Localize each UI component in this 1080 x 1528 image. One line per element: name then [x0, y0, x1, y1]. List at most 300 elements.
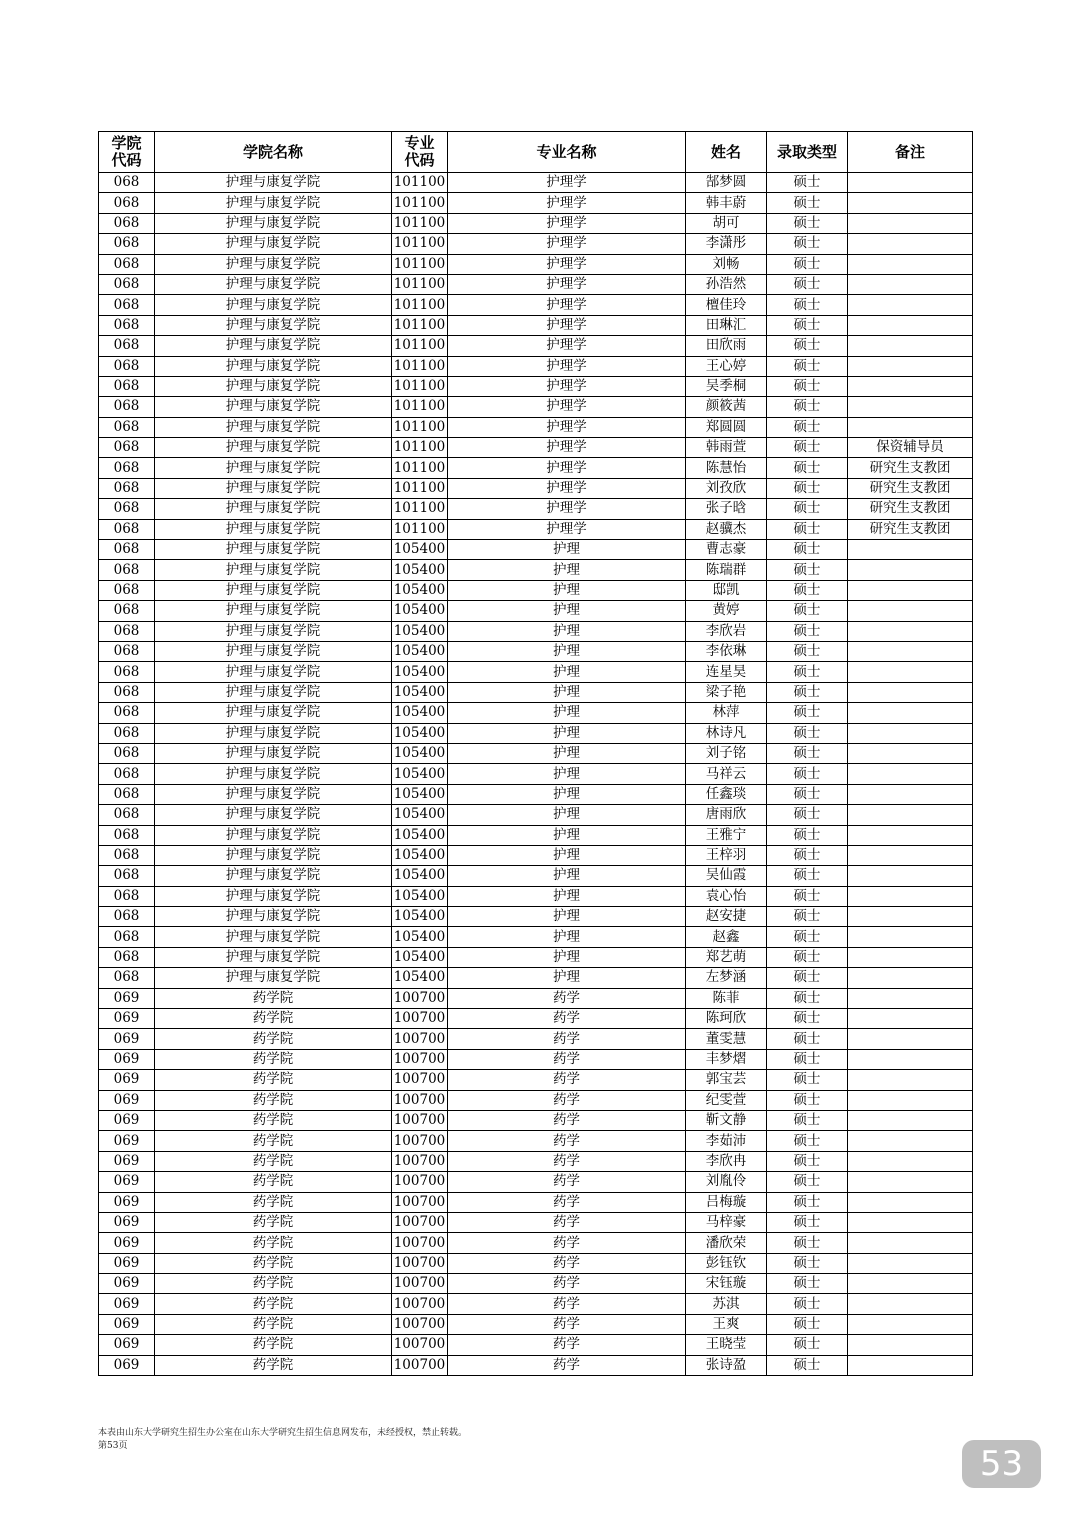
cell-major-name: 护理 — [448, 703, 686, 723]
cell-major-name: 护理学 — [448, 397, 686, 417]
cell-remark — [848, 1151, 973, 1171]
cell-major-code: 100700 — [392, 1151, 448, 1171]
cell-college-code: 068 — [99, 641, 155, 661]
cell-remark — [848, 1253, 973, 1273]
cell-admit-type: 硕士 — [767, 356, 848, 376]
cell-admit-type: 硕士 — [767, 458, 848, 478]
cell-admit-type: 硕士 — [767, 499, 848, 519]
cell-student-name: 梁子艳 — [686, 682, 767, 702]
cell-major-code: 105400 — [392, 968, 448, 988]
table-row — [99, 438, 973, 458]
cell-remark — [848, 621, 973, 641]
cell-admit-type: 硕士 — [767, 907, 848, 927]
cell-admit-type: 硕士 — [767, 1192, 848, 1212]
cell-major-name: 护理学 — [448, 499, 686, 519]
cell-student-name: 邸凯 — [686, 580, 767, 600]
cell-admit-type: 硕士 — [767, 560, 848, 580]
cell-major-name: 护理学 — [448, 254, 686, 274]
cell-major-name: 护理 — [448, 621, 686, 641]
cell-major-code: 101100 — [392, 254, 448, 274]
table-row — [99, 927, 973, 947]
cell-college-name: 护理与康复学院 — [155, 274, 392, 294]
table-row — [99, 1172, 973, 1192]
cell-student-name: 吕梅璇 — [686, 1192, 767, 1212]
cell-remark — [848, 1029, 973, 1049]
cell-college-name: 护理与康复学院 — [155, 540, 392, 560]
cell-remark — [848, 1335, 973, 1355]
cell-student-name: 丰梦熠 — [686, 1049, 767, 1069]
cell-admit-type: 硕士 — [767, 1253, 848, 1273]
cell-major-name: 护理学 — [448, 295, 686, 315]
cell-college-name: 护理与康复学院 — [155, 417, 392, 437]
cell-college-name: 护理与康复学院 — [155, 825, 392, 845]
cell-major-code: 100700 — [392, 1274, 448, 1294]
cell-admit-type: 硕士 — [767, 397, 848, 417]
table-row — [99, 682, 973, 702]
cell-college-code: 068 — [99, 764, 155, 784]
cell-major-name: 护理 — [448, 947, 686, 967]
cell-college-code: 068 — [99, 743, 155, 763]
cell-college-name: 护理与康复学院 — [155, 723, 392, 743]
cell-college-code: 068 — [99, 254, 155, 274]
cell-major-code: 100700 — [392, 1009, 448, 1029]
cell-admit-type: 硕士 — [767, 805, 848, 825]
cell-admit-type: 硕士 — [767, 662, 848, 682]
cell-admit-type: 硕士 — [767, 438, 848, 458]
cell-major-code: 101100 — [392, 173, 448, 193]
cell-major-name: 护理 — [448, 866, 686, 886]
cell-college-code: 068 — [99, 519, 155, 539]
cell-major-code: 105400 — [392, 825, 448, 845]
cell-student-name: 苏淇 — [686, 1294, 767, 1314]
table-row — [99, 723, 973, 743]
cell-major-code: 105400 — [392, 682, 448, 702]
cell-major-code: 100700 — [392, 1192, 448, 1212]
table-row — [99, 1090, 973, 1110]
cell-remark — [848, 560, 973, 580]
cell-student-name: 任鑫琰 — [686, 784, 767, 804]
cell-college-name: 护理与康复学院 — [155, 601, 392, 621]
cell-college-name: 护理与康复学院 — [155, 968, 392, 988]
cell-admit-type: 硕士 — [767, 968, 848, 988]
cell-college-code: 068 — [99, 580, 155, 600]
table-row — [99, 254, 973, 274]
cell-remark — [848, 641, 973, 661]
cell-college-name: 药学院 — [155, 1335, 392, 1355]
cell-admit-type: 硕士 — [767, 1294, 848, 1314]
cell-college-code: 068 — [99, 193, 155, 213]
cell-major-name: 药学 — [448, 1212, 686, 1232]
cell-major-code: 100700 — [392, 1233, 448, 1253]
table-row — [99, 845, 973, 865]
cell-college-code: 068 — [99, 682, 155, 702]
cell-major-code: 105400 — [392, 886, 448, 906]
cell-admit-type: 硕士 — [767, 1131, 848, 1151]
cell-college-name: 护理与康复学院 — [155, 764, 392, 784]
cell-student-name: 马祥云 — [686, 764, 767, 784]
cell-admit-type: 硕士 — [767, 1314, 848, 1334]
cell-student-name: 韩雨萱 — [686, 438, 767, 458]
cell-admit-type: 硕士 — [767, 274, 848, 294]
cell-remark — [848, 173, 973, 193]
cell-admit-type: 硕士 — [767, 845, 848, 865]
cell-college-name: 护理与康复学院 — [155, 254, 392, 274]
cell-remark — [848, 723, 973, 743]
cell-student-name: 吴仙霞 — [686, 866, 767, 886]
cell-major-code: 100700 — [392, 1090, 448, 1110]
table-row — [99, 193, 973, 213]
table-row — [99, 1274, 973, 1294]
cell-major-name: 护理 — [448, 886, 686, 906]
cell-remark — [848, 1131, 973, 1151]
cell-major-name: 护理 — [448, 682, 686, 702]
cell-major-code: 105400 — [392, 540, 448, 560]
cell-remark — [848, 1274, 973, 1294]
cell-major-code: 101100 — [392, 356, 448, 376]
cell-major-name: 护理学 — [448, 438, 686, 458]
cell-major-code: 100700 — [392, 1110, 448, 1130]
cell-major-code: 100700 — [392, 1070, 448, 1090]
cell-major-code: 100700 — [392, 1212, 448, 1232]
cell-major-code: 100700 — [392, 1172, 448, 1192]
cell-remark — [848, 805, 973, 825]
cell-remark — [848, 662, 973, 682]
cell-student-name: 李欣岩 — [686, 621, 767, 641]
cell-remark — [848, 907, 973, 927]
cell-admit-type: 硕士 — [767, 621, 848, 641]
cell-major-code: 105400 — [392, 743, 448, 763]
cell-college-name: 药学院 — [155, 988, 392, 1008]
cell-college-code: 068 — [99, 784, 155, 804]
cell-college-name: 药学院 — [155, 1029, 392, 1049]
header-name: 姓名 — [686, 132, 767, 173]
cell-admit-type: 硕士 — [767, 723, 848, 743]
cell-student-name: 郑艺萌 — [686, 947, 767, 967]
cell-remark — [848, 234, 973, 254]
cell-student-name: 刘畅 — [686, 254, 767, 274]
table-row — [99, 764, 973, 784]
cell-student-name: 潘欣荣 — [686, 1233, 767, 1253]
cell-student-name: 李欣冉 — [686, 1151, 767, 1171]
cell-college-code: 069 — [99, 1314, 155, 1334]
header-admit-type: 录取类型 — [767, 132, 848, 173]
cell-college-code: 069 — [99, 1233, 155, 1253]
cell-student-name: 董雯慧 — [686, 1029, 767, 1049]
cell-major-name: 护理 — [448, 805, 686, 825]
cell-remark — [848, 376, 973, 396]
cell-major-code: 100700 — [392, 1029, 448, 1049]
cell-college-name: 护理与康复学院 — [155, 234, 392, 254]
table-row — [99, 580, 973, 600]
table-body — [99, 173, 973, 1376]
footer-page-label: 第53页 — [98, 1441, 128, 1451]
cell-major-name: 护理 — [448, 540, 686, 560]
cell-college-name: 护理与康复学院 — [155, 336, 392, 356]
cell-college-name: 护理与康复学院 — [155, 927, 392, 947]
cell-major-name: 护理学 — [448, 519, 686, 539]
cell-college-name: 护理与康复学院 — [155, 397, 392, 417]
cell-student-name: 吴季桐 — [686, 376, 767, 396]
table-row — [99, 356, 973, 376]
cell-college-code: 069 — [99, 1029, 155, 1049]
cell-college-code: 068 — [99, 173, 155, 193]
cell-admit-type: 硕士 — [767, 703, 848, 723]
table-row — [99, 641, 973, 661]
cell-college-code: 068 — [99, 968, 155, 988]
cell-remark — [848, 968, 973, 988]
cell-college-name: 护理与康复学院 — [155, 315, 392, 335]
cell-major-code: 100700 — [392, 1049, 448, 1069]
cell-major-code: 101100 — [392, 519, 448, 539]
cell-admit-type: 硕士 — [767, 234, 848, 254]
cell-remark — [848, 1049, 973, 1069]
cell-major-name: 药学 — [448, 1355, 686, 1375]
cell-major-code: 100700 — [392, 1253, 448, 1273]
cell-major-name: 护理 — [448, 927, 686, 947]
table-row — [99, 295, 973, 315]
header-college-name: 学院名称 — [155, 132, 392, 173]
table-row — [99, 1029, 973, 1049]
cell-admit-type: 硕士 — [767, 988, 848, 1008]
cell-student-name: 刘孜欣 — [686, 478, 767, 498]
cell-major-code: 105400 — [392, 580, 448, 600]
table-row — [99, 397, 973, 417]
cell-major-code: 101100 — [392, 397, 448, 417]
cell-student-name: 王晓莹 — [686, 1335, 767, 1355]
cell-college-code: 068 — [99, 805, 155, 825]
table-row — [99, 1151, 973, 1171]
cell-admit-type: 硕士 — [767, 315, 848, 335]
cell-major-code: 105400 — [392, 641, 448, 661]
table-header-row — [99, 132, 973, 173]
cell-college-name: 药学院 — [155, 1151, 392, 1171]
table-row — [99, 1212, 973, 1232]
cell-college-name: 药学院 — [155, 1253, 392, 1273]
cell-remark — [848, 417, 973, 437]
cell-college-code: 069 — [99, 1049, 155, 1069]
cell-remark — [848, 336, 973, 356]
cell-major-code: 101100 — [392, 438, 448, 458]
cell-college-code: 069 — [99, 1192, 155, 1212]
cell-remark — [848, 295, 973, 315]
cell-remark — [848, 947, 973, 967]
cell-student-name: 赵鑫 — [686, 927, 767, 947]
cell-remark — [848, 1192, 973, 1212]
cell-college-code: 069 — [99, 1294, 155, 1314]
cell-major-code: 105400 — [392, 907, 448, 927]
cell-student-name: 王心婷 — [686, 356, 767, 376]
cell-college-name: 护理与康复学院 — [155, 886, 392, 906]
cell-admit-type: 硕士 — [767, 764, 848, 784]
cell-college-code: 068 — [99, 886, 155, 906]
cell-remark — [848, 397, 973, 417]
cell-major-name: 护理学 — [448, 458, 686, 478]
cell-college-code: 069 — [99, 1355, 155, 1375]
cell-remark — [848, 1212, 973, 1232]
cell-major-name: 护理 — [448, 784, 686, 804]
cell-major-code: 101100 — [392, 213, 448, 233]
cell-student-name: 彭钰钦 — [686, 1253, 767, 1273]
cell-student-name: 陈菲 — [686, 988, 767, 1008]
cell-student-name: 左梦涵 — [686, 968, 767, 988]
table-row — [99, 458, 973, 478]
cell-college-name: 药学院 — [155, 1233, 392, 1253]
table-row — [99, 866, 973, 886]
cell-major-name: 护理 — [448, 723, 686, 743]
table-row — [99, 947, 973, 967]
table-row — [99, 1009, 973, 1029]
cell-college-code: 069 — [99, 1253, 155, 1273]
table-row — [99, 968, 973, 988]
cell-college-code: 068 — [99, 845, 155, 865]
cell-college-name: 药学院 — [155, 1192, 392, 1212]
cell-major-name: 护理 — [448, 825, 686, 845]
cell-remark — [848, 213, 973, 233]
cell-college-name: 药学院 — [155, 1274, 392, 1294]
cell-student-name: 袁心怡 — [686, 886, 767, 906]
cell-remark: 研究生支教团 — [848, 499, 973, 519]
cell-student-name: 郑圆圆 — [686, 417, 767, 437]
cell-admit-type: 硕士 — [767, 1172, 848, 1192]
cell-college-code: 068 — [99, 621, 155, 641]
cell-student-name: 陈瑞群 — [686, 560, 767, 580]
cell-admit-type: 硕士 — [767, 866, 848, 886]
cell-major-code: 105400 — [392, 845, 448, 865]
cell-college-code: 069 — [99, 1274, 155, 1294]
table-row — [99, 499, 973, 519]
table-row — [99, 601, 973, 621]
cell-college-code: 068 — [99, 662, 155, 682]
cell-major-name: 护理学 — [448, 193, 686, 213]
cell-major-name: 护理 — [448, 580, 686, 600]
cell-student-name: 郭宝芸 — [686, 1070, 767, 1090]
header-major-code: 专业 代码 — [392, 132, 448, 173]
cell-student-name: 唐雨欣 — [686, 805, 767, 825]
cell-college-code: 068 — [99, 540, 155, 560]
cell-college-code: 069 — [99, 1131, 155, 1151]
table-row — [99, 540, 973, 560]
cell-remark — [848, 1090, 973, 1110]
cell-remark — [848, 886, 973, 906]
cell-college-code: 068 — [99, 356, 155, 376]
cell-major-code: 105400 — [392, 621, 448, 641]
cell-college-name: 药学院 — [155, 1090, 392, 1110]
cell-major-code: 100700 — [392, 1131, 448, 1151]
cell-major-code: 105400 — [392, 947, 448, 967]
cell-college-name: 护理与康复学院 — [155, 662, 392, 682]
cell-major-name: 护理 — [448, 601, 686, 621]
cell-major-name: 护理学 — [448, 315, 686, 335]
cell-college-name: 药学院 — [155, 1355, 392, 1375]
cell-major-code: 105400 — [392, 723, 448, 743]
cell-remark: 研究生支教团 — [848, 519, 973, 539]
cell-remark — [848, 927, 973, 947]
cell-college-code: 068 — [99, 376, 155, 396]
cell-student-name: 李茹沛 — [686, 1131, 767, 1151]
cell-major-code: 101100 — [392, 499, 448, 519]
table-row — [99, 662, 973, 682]
cell-college-name: 护理与康复学院 — [155, 907, 392, 927]
cell-major-name: 药学 — [448, 1172, 686, 1192]
cell-major-name: 药学 — [448, 1335, 686, 1355]
cell-college-code: 068 — [99, 723, 155, 743]
cell-college-code: 068 — [99, 234, 155, 254]
cell-student-name: 檀佳玲 — [686, 295, 767, 315]
cell-remark — [848, 1314, 973, 1334]
cell-major-name: 药学 — [448, 1233, 686, 1253]
cell-admit-type: 硕士 — [767, 927, 848, 947]
table-row — [99, 234, 973, 254]
cell-major-code: 105400 — [392, 601, 448, 621]
cell-college-name: 护理与康复学院 — [155, 560, 392, 580]
cell-student-name: 李潇彤 — [686, 234, 767, 254]
cell-admit-type: 硕士 — [767, 1274, 848, 1294]
cell-remark — [848, 784, 973, 804]
cell-major-code: 100700 — [392, 1314, 448, 1334]
table-row — [99, 1335, 973, 1355]
table-row — [99, 173, 973, 193]
cell-student-name: 林诗凡 — [686, 723, 767, 743]
cell-major-name: 药学 — [448, 1274, 686, 1294]
cell-remark — [848, 315, 973, 335]
cell-major-name: 护理学 — [448, 376, 686, 396]
header-college-code: 学院 代码 — [99, 132, 155, 173]
table-row — [99, 560, 973, 580]
cell-college-code: 069 — [99, 1335, 155, 1355]
cell-college-name: 护理与康复学院 — [155, 438, 392, 458]
cell-major-code: 101100 — [392, 315, 448, 335]
cell-remark — [848, 845, 973, 865]
table-row — [99, 213, 973, 233]
table-row — [99, 478, 973, 498]
cell-student-name: 王爽 — [686, 1314, 767, 1334]
table-row — [99, 1110, 973, 1130]
cell-admit-type: 硕士 — [767, 1110, 848, 1130]
cell-major-code: 101100 — [392, 336, 448, 356]
cell-college-code: 069 — [99, 1110, 155, 1130]
cell-major-name: 护理 — [448, 764, 686, 784]
table-row — [99, 784, 973, 804]
cell-major-name: 护理学 — [448, 478, 686, 498]
table-row — [99, 519, 973, 539]
table-row — [99, 1131, 973, 1151]
cell-college-name: 护理与康复学院 — [155, 641, 392, 661]
cell-college-name: 护理与康复学院 — [155, 173, 392, 193]
cell-student-name: 林萍 — [686, 703, 767, 723]
cell-college-code: 068 — [99, 336, 155, 356]
cell-remark: 研究生支教团 — [848, 458, 973, 478]
cell-college-code: 068 — [99, 315, 155, 335]
table-row — [99, 274, 973, 294]
cell-college-name: 护理与康复学院 — [155, 376, 392, 396]
cell-student-name: 马梓豪 — [686, 1212, 767, 1232]
cell-college-code: 068 — [99, 907, 155, 927]
cell-student-name: 靳文静 — [686, 1110, 767, 1130]
cell-remark — [848, 601, 973, 621]
cell-college-name: 护理与康复学院 — [155, 866, 392, 886]
cell-major-code: 105400 — [392, 927, 448, 947]
cell-student-name: 田琳汇 — [686, 315, 767, 335]
cell-remark — [848, 356, 973, 376]
cell-college-code: 069 — [99, 1009, 155, 1029]
cell-admit-type: 硕士 — [767, 376, 848, 396]
cell-major-code: 101100 — [392, 234, 448, 254]
cell-remark — [848, 743, 973, 763]
cell-student-name: 田欣雨 — [686, 336, 767, 356]
cell-admit-type: 硕士 — [767, 886, 848, 906]
cell-major-name: 护理 — [448, 641, 686, 661]
cell-major-code: 101100 — [392, 193, 448, 213]
